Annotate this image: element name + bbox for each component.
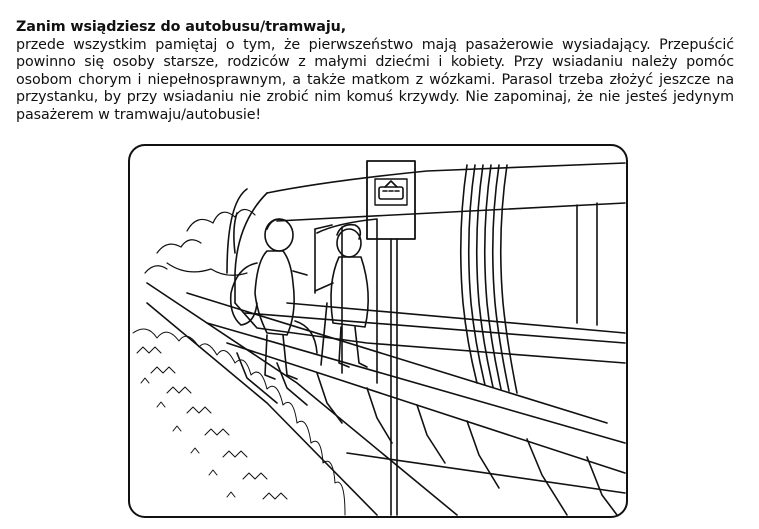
- platform: [147, 283, 625, 515]
- tram-icon: [379, 181, 403, 199]
- illustration-frame: [129, 145, 627, 517]
- boy-figure: [231, 219, 317, 379]
- paragraph: przede wszystkim pamiętaj o tym, że pierwszeństwo mają pasażerowie wysiadający. Przepuścić powinno się osoby starsze, rodziców z małymi dziećmi i kobiety. Przy wsiadaniu należy pomóc osobom chorym i niepełnosprawnym, a także matkom z wózkami. Parasol trzeba złożyć jeszcze na przystanku, by przy wsiadaniu nie zrobić nim komuś krzywdy. Nie zapominaj, że nie jesteś jedynym pasażerem w tramwaju/autobusie!: [16, 36, 734, 123]
- tram: [227, 163, 625, 383]
- tram-joint-ribs: [461, 165, 517, 393]
- heading: Zanim wsiądziesz do autobusu/tramwaju,: [16, 19, 347, 35]
- instruction-text: [16, 19, 734, 125]
- tram-stop-illustration: [127, 143, 629, 519]
